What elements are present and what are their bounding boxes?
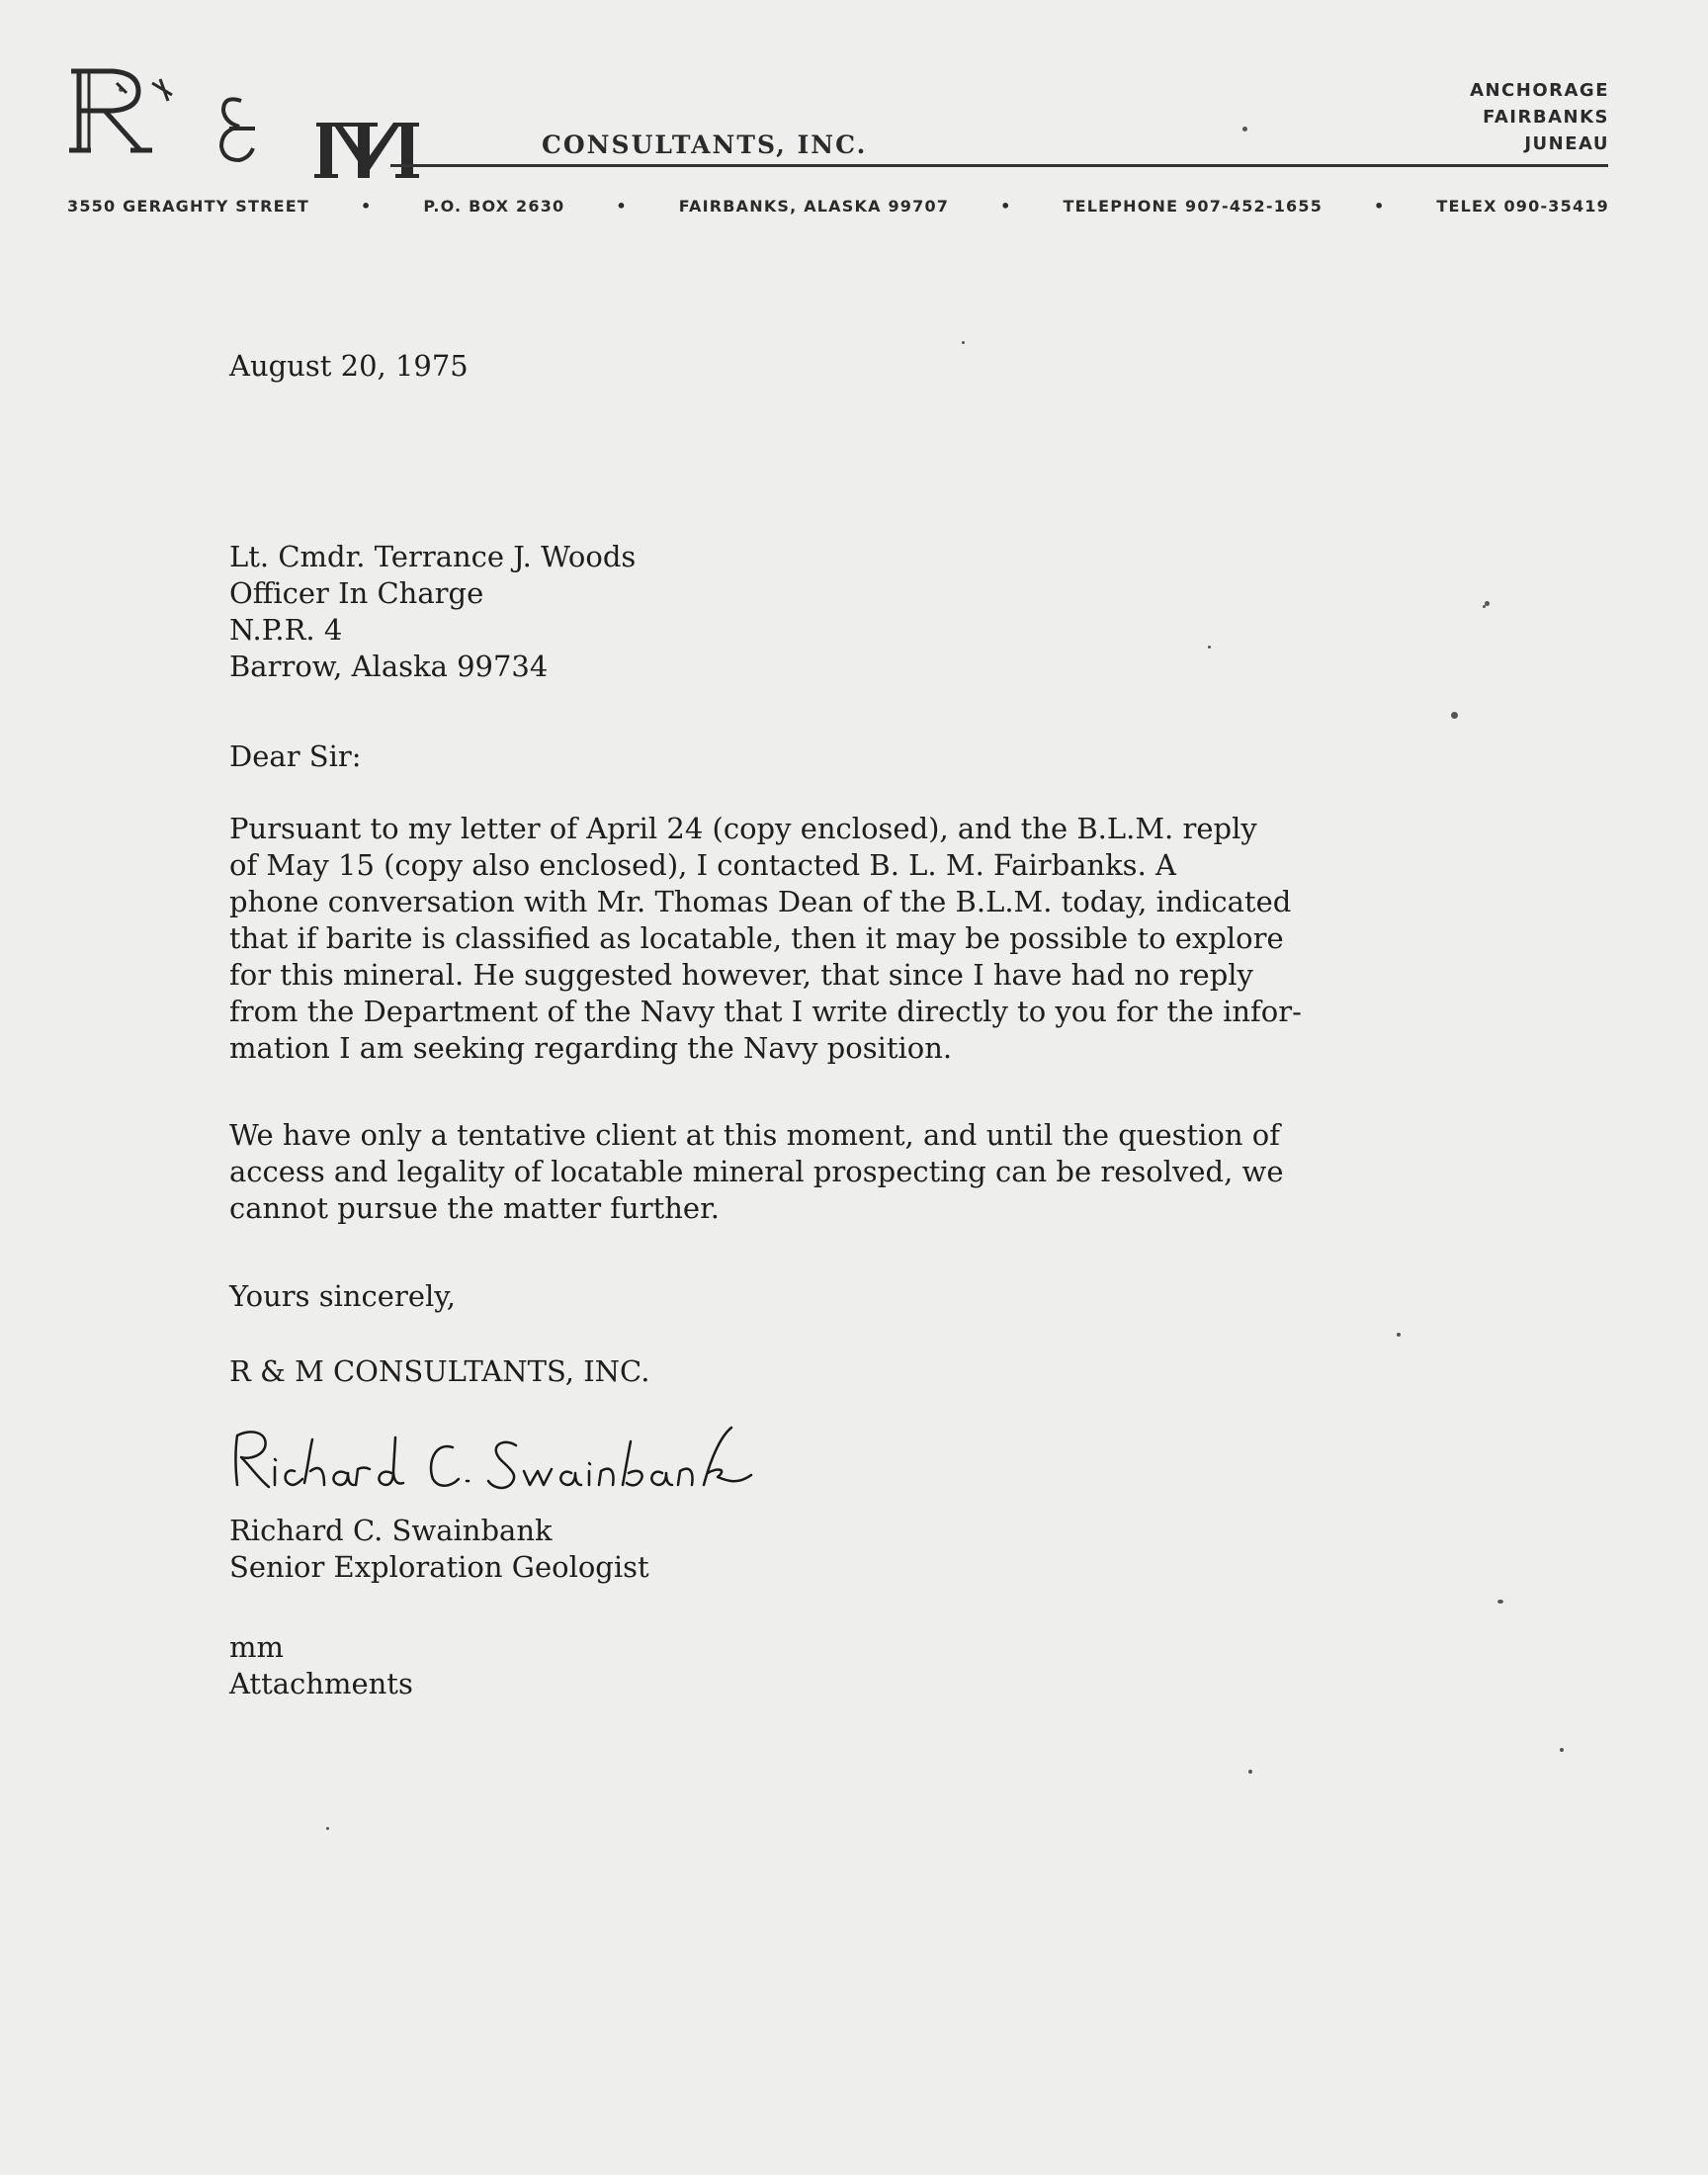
paragraph-line: access and legality of locatable mineral prospecting can be resolved, we: [229, 1155, 1284, 1188]
speck: [1248, 1770, 1252, 1774]
po-box: P.O. BOX 2630: [423, 197, 565, 216]
handwritten-signature: [223, 1424, 777, 1503]
logo-letter-r: [69, 71, 172, 150]
salutation: Dear Sir:: [229, 740, 362, 773]
reference-block: [229, 1629, 413, 1702]
office-location: ANCHORAGE: [1470, 80, 1609, 101]
paragraph-line: for this mineral. He suggested however, that since I have had no reply: [229, 958, 1253, 992]
speck: [326, 1827, 329, 1830]
paragraph-line: mation I am seeking regarding the Navy position.: [229, 1031, 953, 1065]
paragraph-line: from the Department of the Navy that I write directly to you for the infor-: [229, 995, 1302, 1028]
speck: [1451, 712, 1458, 719]
address-bar: [67, 197, 1609, 216]
separator-dot: •: [360, 197, 373, 216]
rm-logo: [65, 61, 441, 180]
typist-initials: mm: [229, 1630, 284, 1664]
paragraph-line: cannot pursue the matter further.: [229, 1191, 720, 1225]
paragraph-line: that if barite is classified as locatable, then it may be possible to explore: [229, 921, 1284, 955]
signer-title: Senior Exploration Geologist: [229, 1550, 649, 1584]
telex: TELEX 090-35419: [1436, 197, 1609, 216]
paragraph-line: We have only a tentative client at this moment, and until the question of: [229, 1118, 1280, 1152]
enclosure-note: Attachments: [229, 1667, 413, 1700]
recipient-line: Officer In Charge: [229, 576, 484, 610]
paragraph-line: of May 15 (copy also enclosed), I contacted B. L. M. Fairbanks. A: [229, 848, 1176, 882]
company-signature-line: R & M CONSULTANTS, INC.: [229, 1354, 650, 1388]
recipient-line: Barrow, Alaska 99734: [229, 650, 549, 683]
closing: Yours sincerely,: [229, 1279, 457, 1313]
street-address: 3550 GERAGHTY STREET: [67, 197, 309, 216]
speck: [1497, 1600, 1503, 1604]
city-state-zip: FAIRBANKS, ALASKA 99707: [678, 197, 950, 216]
separator-dot: •: [1000, 197, 1012, 216]
speck: [962, 341, 965, 344]
separator-dot: •: [1374, 197, 1386, 216]
separator-dot: •: [616, 197, 628, 216]
office-locations: [1470, 77, 1609, 157]
recipient-line: Lt. Cmdr. Terrance J. Woods: [229, 540, 637, 573]
letter-date: August 20, 1975: [229, 349, 469, 383]
paragraph-line: Pursuant to my letter of April 24 (copy enclosed), and the B.L.M. reply: [229, 812, 1257, 845]
recipient-block: [229, 539, 636, 685]
speck: [1208, 646, 1211, 649]
signer-name: Richard C. Swainbank: [229, 1514, 553, 1547]
paragraph-line: phone conversation with Mr. Thomas Dean of the B.L.M. today, indicated: [229, 885, 1292, 918]
speck: [1483, 605, 1486, 608]
letterhead-rule: [390, 164, 1608, 167]
company-name: CONSULTANTS, INC.: [542, 130, 868, 159]
recipient-line: N.P.R. 4: [229, 613, 343, 647]
office-location: JUNEAU: [1524, 133, 1609, 154]
logo-ampersand: [221, 99, 255, 160]
office-location: FAIRBANKS: [1483, 107, 1609, 128]
signer-block: [229, 1513, 649, 1586]
body-paragraph-2: [229, 1117, 1284, 1227]
telephone: TELEPHONE 907-452-1655: [1063, 197, 1324, 216]
logo-letter-m: [314, 123, 419, 178]
speck: [1560, 1748, 1564, 1752]
body-paragraph-1: [229, 811, 1302, 1067]
speck: [1242, 127, 1247, 131]
speck: [1397, 1333, 1401, 1337]
